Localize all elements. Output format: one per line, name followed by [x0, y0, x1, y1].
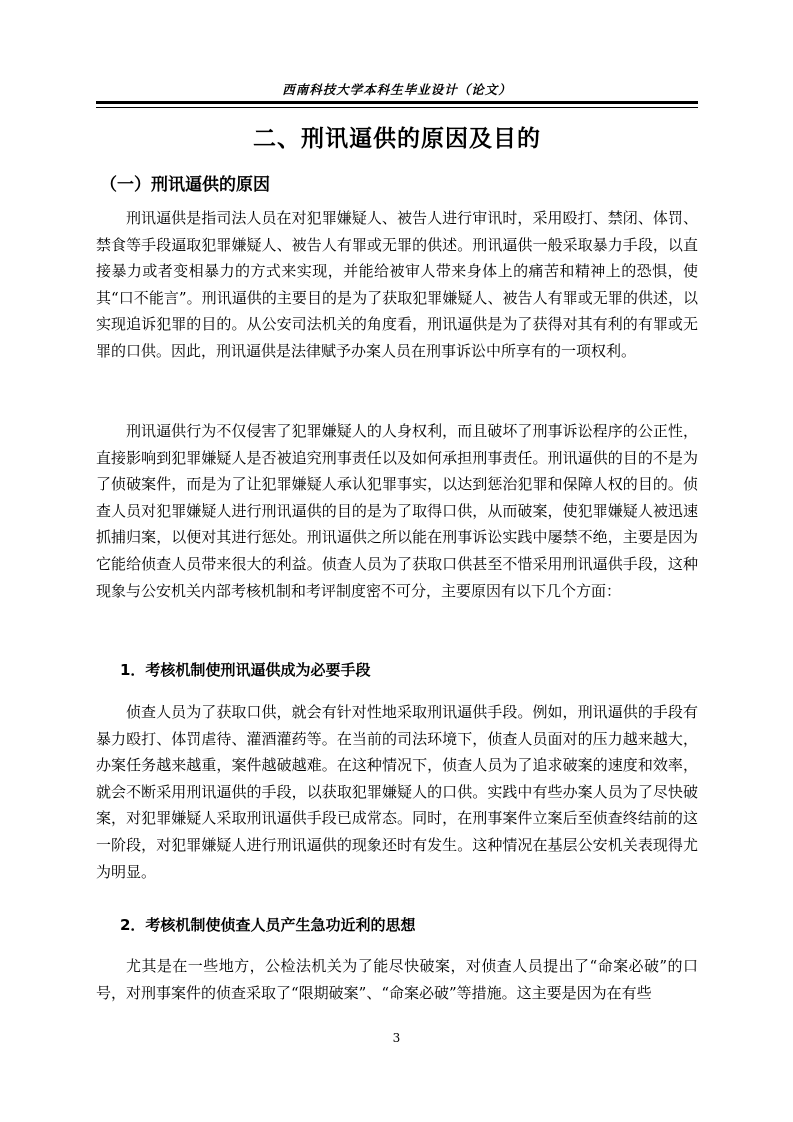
paragraph-2: 刑讯逼供行为不仅侵害了犯罪嫌疑人的人身权利，而且破坏了刑事诉讼程序的公正性，直接影响到犯罪嫌疑人是否被追究刑事责任以及如何承担刑事责任。刑讯逼供的目的不是为了侦破案件，而是为了让犯罪嫌疑人承认犯罪事实，以达到惩治犯罪和保障人权的目的。侦查人员对犯罪嫌疑人进行刑讯逼供的目的是为了取得口供，从而破案，使犯罪嫌疑人被迅速抓捕归案，以便对其进行惩处。刑讯逼供之所以能在刑事诉讼实践中屡禁不绝，主要是因为它能给侦查人员带来很大的利益。侦查人员为了获取口供甚至不惜采用刑讯逼供手段，这种现象与公安机关内部考核机制和考评制度密不可分，主要原因有以下几个方面：	[96, 422, 698, 600]
sub-heading-1: 1．考核机制使刑讯逼供成为必要手段	[120, 661, 371, 679]
page-number: 3	[392, 1031, 401, 1045]
paragraph-4: 尤其是在一些地方，公检法机关为了能尽快破案，对侦查人员提出了“命案必破”的口号，对刑事案件的侦查采取了“限期破案”、“命案必破”等措施。这主要是因为在有些	[96, 957, 698, 1002]
paragraph-3: 侦查人员为了获取口供，就会有针对性地采取刑讯逼供手段。例如，刑讯逼供的手段有暴力殴打、体罚虐待、灌酒灌药等。在当前的司法环境下，侦查人员面对的压力越来越大，办案任务越来越重，案件越破越难。在这种情况下，侦查人员为了追求破案的速度和效率，就会不断采用刑讯逼供的手段，以获取犯罪嫌疑人的口供。实践中有些办案人员为了尽快破案，对犯罪嫌疑人采取刑讯逼供手段已成常态。同时，在刑事案件立案后至侦查终结前的这一阶段，对犯罪嫌疑人进行刑讯逼供的现象还时有发生。这种情况在基层公安机关表现得尤为明显。	[96, 703, 698, 881]
running-header: 西南科技大学本科生毕业设计（论文）	[282, 82, 512, 97]
section-title: （一）刑讯逼供的原因	[100, 175, 270, 195]
header-rule-thin	[96, 107, 698, 108]
header-rule-thick	[96, 101, 698, 104]
chapter-title: 二、刑讯逼供的原因及目的	[253, 126, 541, 152]
paragraph-1: 刑讯逼供是指司法人员在对犯罪嫌疑人、被告人进行审讯时，采用殴打、禁闭、体罚、禁食等手段逼取犯罪嫌疑人、被告人有罪或无罪的供述。刑讯逼供一般采取暴力手段，以直接暴力或者变相暴力的方式来实现，并能给被审人带来身体上的痛苦和精神上的恐惧，使其“口不能言”。刑讯逼供的主要目的是为了获取犯罪嫌疑人、被告人有罪或无罪的供述，以实现追诉犯罪的目的。从公安司法机关的角度看，刑讯逼供是为了获得对其有利的有罪或无罪的口供。因此，刑讯逼供是法律赋予办案人员在刑事诉讼中所享有的一项权利。	[96, 209, 698, 360]
sub-heading-2: 2．考核机制使侦查人员产生急功近利的思想	[120, 916, 416, 934]
